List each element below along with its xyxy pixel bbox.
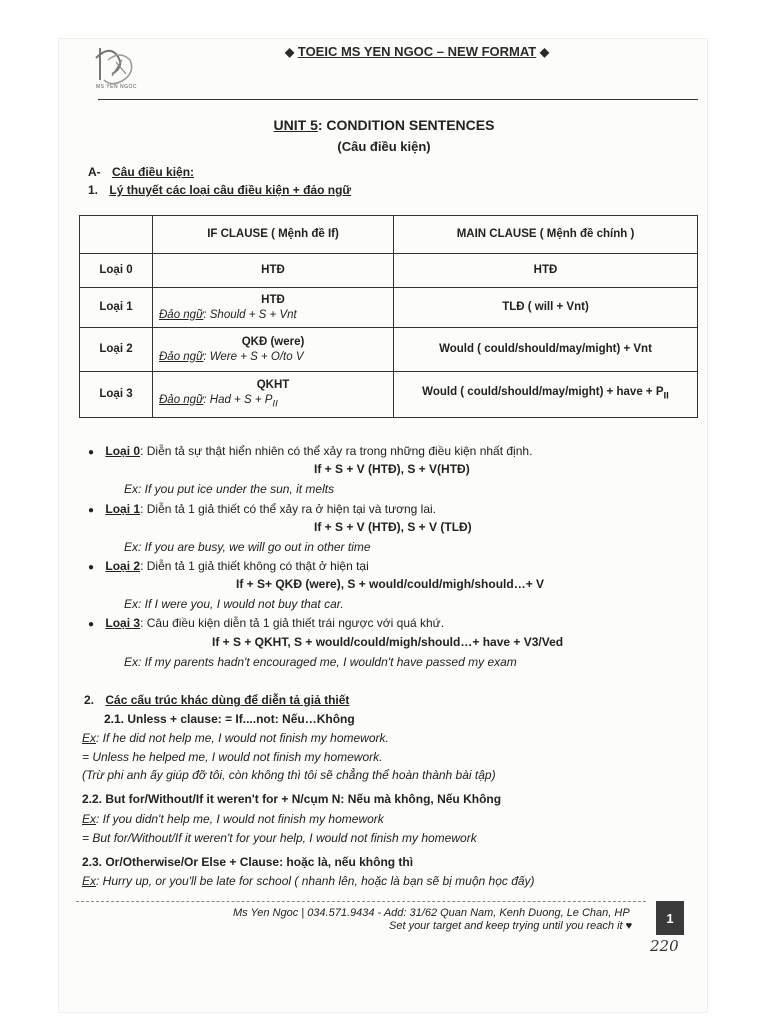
bullet-item [88, 559, 369, 573]
bullet-label: Loại 3 [105, 616, 141, 630]
table-row [80, 372, 698, 418]
inversion-formula: : Had + S + P [203, 393, 273, 406]
header-title-text: TOEIC MS YEN NGOC – NEW FORMAT [297, 44, 537, 59]
section-1 [88, 183, 351, 197]
bullet-example: Ex: If you put ice under the sun, it melts [124, 482, 335, 496]
page-number: 1 [656, 901, 684, 935]
bullet-label: Loại 0 [105, 444, 141, 458]
row-main-text: Would ( could/should/may/might) + have + P [422, 386, 664, 399]
bullet-item [88, 616, 444, 630]
section-1-num: 1. [88, 183, 99, 197]
section-2-num: 2. [84, 693, 95, 707]
row-if [153, 372, 394, 418]
table-row [80, 328, 698, 372]
table-header-cell: IF CLAUSE ( Mệnh đề If) [153, 216, 394, 254]
row-type: Loại 3 [80, 372, 153, 418]
row-type: Loại 0 [80, 254, 153, 288]
section-a-prefix: A- [88, 165, 101, 179]
bullet-example: Ex: If you are busy, we will go out in other time [124, 540, 371, 554]
bullet-desc: : Diễn tả 1 giả thiết không có thật ở hiện tại [140, 559, 369, 573]
table-row [80, 254, 698, 288]
bullet-dot-icon: ● [88, 619, 95, 630]
row-type: Loại 1 [80, 288, 153, 328]
subscript: II [663, 390, 669, 402]
inversion-label: Đảo ngữ [159, 393, 204, 406]
bullet-formula: If + S + V (HTĐ), S + V (TLĐ) [314, 520, 472, 534]
row-inversion [157, 308, 389, 323]
row-if-tense: QKĐ (were) [241, 335, 305, 348]
example-line: = Unless he helped me, I would not finish my homework. [82, 750, 383, 764]
table-header-cell [80, 216, 153, 254]
bullet-item [88, 444, 532, 458]
row-main: HTĐ [394, 254, 698, 288]
bullet-formula: If + S + QKHT, S + would/could/migh/should…+ have + V3/Ved [212, 635, 564, 649]
bullet-dot-icon: ● [88, 505, 95, 516]
row-if [153, 288, 394, 328]
logo-text: MS YEN NGOC [96, 84, 137, 90]
bullet-desc: : Diễn tả sự thật hiển nhiên có thể xảy ra trong những điều kiện nhất định. [140, 444, 533, 458]
bullet-label: Loại 1 [105, 502, 141, 516]
unit-label: UNIT 5 [273, 117, 318, 133]
unit-title-rest: : CONDITION SENTENCES [317, 117, 495, 133]
bullet-dot-icon: ● [88, 447, 95, 458]
bullet-formula: If + S + V (HTĐ), S + V(HTĐ) [314, 462, 470, 476]
row-main [394, 372, 698, 418]
inversion-formula: : Were + S + O/to V [203, 350, 304, 363]
ex-label: Ex [82, 731, 97, 745]
bullet-dot-icon: ● [88, 562, 95, 573]
ex-text: : If he did not help me, I would not finish my homework. [96, 731, 389, 745]
inversion-label: Đảo ngữ [159, 350, 204, 363]
footer-contact: Ms Yen Ngoc | 034.571.9434 - Add: 31/62 Quan Nam, Kenh Duong, Le Chan, HP [233, 907, 630, 919]
bullet-item [88, 502, 436, 516]
unit-title [0, 117, 768, 133]
bullet-desc: : Câu điều kiện diễn tả 1 giả thiết trái ngược với quá khứ. [140, 616, 445, 630]
diamond-icon: ◆ [285, 45, 295, 59]
row-if [153, 328, 394, 372]
example-line: (Trừ phi anh ấy giúp đỡ tôi, còn không thì tôi sẽ chẳng thể hoàn thành bài tập) [82, 768, 496, 782]
bullet-formula: If + S+ QKĐ (were), S + would/could/migh/should…+ V [236, 577, 545, 591]
row-inversion [157, 350, 389, 365]
section-2-title: Các cấu trúc khác dùng để diễn tả giả thiết [105, 693, 350, 707]
inversion-label: Đảo ngữ [159, 308, 204, 321]
ex-label: Ex [82, 812, 97, 826]
inversion-formula: : Should + S + Vnt [203, 308, 297, 321]
row-main: Would ( could/should/may/might) + Vnt [394, 328, 698, 372]
row-inversion [157, 393, 389, 411]
subsection-heading: 2.3. Or/Otherwise/Or Else + Clause: hoặc là, nếu không thì [82, 855, 414, 869]
subsection-heading: 2.2. But for/Without/If it weren't for + N/cụm N: Nếu mà không, Nếu Không [82, 792, 502, 806]
header-rule [98, 99, 698, 100]
section-2 [84, 693, 349, 707]
row-type: Loại 2 [80, 328, 153, 372]
row-if: HTĐ [153, 254, 394, 288]
bullet-label: Loại 2 [105, 559, 141, 573]
table-row [80, 288, 698, 328]
row-if-tense: HTĐ [261, 293, 285, 306]
row-main: TLĐ ( will + Vnt) [394, 288, 698, 328]
diamond-icon: ◆ [539, 45, 550, 59]
section-a-title: Câu điều kiện: [112, 165, 195, 179]
example-line [82, 731, 389, 745]
bullet-desc: : Diễn tả 1 giả thiết có thể xảy ra ở hiện tại và tương lai. [140, 502, 437, 516]
header-title [285, 44, 549, 59]
bullet-example: Ex: If my parents hadn't encouraged me, I wouldn't have passed my exam [124, 655, 517, 669]
handwritten-number: 220 [650, 937, 679, 955]
ex-label: Ex [82, 874, 97, 888]
section-a [88, 165, 194, 179]
section-1-title: Lý thuyết các loại câu điều kiện + đảo ngữ [109, 183, 352, 197]
conditional-table [79, 215, 698, 418]
example-line: = But for/Without/If it weren't for your help, I would not finish my homework [82, 831, 477, 845]
footer-slogan: Set your target and keep trying until you reach it ♥ [389, 920, 633, 932]
example-line [82, 812, 384, 826]
table-header-row [80, 216, 698, 254]
row-if-tense: QKHT [256, 378, 290, 391]
example-line [82, 874, 535, 888]
unit-subtitle: (Câu điều kiện) [337, 139, 431, 154]
bullet-example: Ex: If I were you, I would not buy that car. [124, 597, 344, 611]
ex-text: : If you didn't help me, I would not finish my homework [96, 812, 384, 826]
subscript: II [272, 398, 278, 410]
table-header-cell: MAIN CLAUSE ( Mệnh đề chính ) [394, 216, 698, 254]
subsection-heading: 2.1. Unless + clause: = If....not: Nếu…Không [104, 712, 355, 726]
ex-text: : Hurry up, or you'll be late for school ( nhanh lên, hoặc là bạn sẽ bị muộn học đấy) [96, 874, 535, 888]
footer-rule [76, 901, 646, 902]
